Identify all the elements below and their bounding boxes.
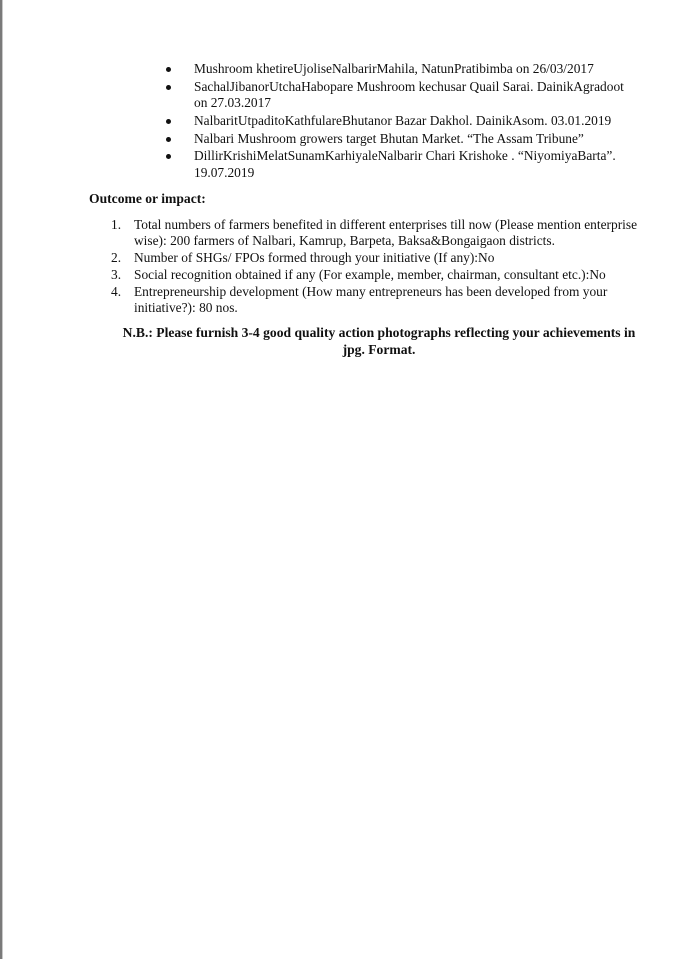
bullet-icon: [166, 67, 171, 72]
news-item-text: Nalbari Mushroom growers target Bhutan Market. “The Assam Tribune”: [194, 130, 584, 146]
page-left-edge-shadow: [2, 0, 3, 959]
outcome-item-text: Entrepreneurship development (How many entrepreneurs has been developed from your initiative?): 80 nos.: [134, 284, 608, 316]
news-item-text: SachalJibanorUtchaHabopare Mushroom kechusar Quail Sarai. DainikAgradoot on 27.03.2017: [194, 78, 624, 110]
item-number: 4.: [111, 284, 122, 300]
item-number: 2.: [111, 250, 122, 266]
bullet-icon: [166, 137, 171, 142]
list-item: [160, 61, 640, 77]
bullet-icon: [166, 119, 171, 124]
outcome-item: [108, 250, 648, 266]
item-number: 1.: [111, 217, 122, 232]
outcome-item-text: Social recognition obtained if any (For example, member, chairman, consultant etc.):No: [134, 267, 606, 283]
outcome-item: [108, 217, 648, 249]
outcome-item: [108, 267, 648, 283]
list-item: [160, 148, 640, 180]
news-item-text: NalbaritUtpaditoKathfulareBhutanor Bazar Dakhol. DainikAsom. 03.01.2019: [194, 112, 612, 128]
list-item: [160, 113, 640, 129]
bullet-icon: [166, 85, 171, 90]
outcome-heading: Outcome or impact:: [89, 191, 206, 206]
photo-note: N.B.: Please furnish 3-4 good quality action photographs reflecting your achievements in jpg. Format.: [122, 325, 636, 357]
outcome-list: [108, 217, 648, 317]
news-item-text: Mushroom khetireUjoliseNalbarirMahila, NatunPratibimba on 26/03/2017: [194, 61, 594, 76]
outcome-item-text: Number of SHGs/ FPOs formed through your initiative (If any):No: [134, 250, 495, 266]
news-coverage-list: [160, 61, 640, 182]
outcome-item: [108, 284, 648, 316]
item-number: 3.: [111, 267, 122, 283]
bullet-icon: [166, 154, 171, 159]
list-item: [160, 79, 640, 111]
news-item-text: DillirKrishiMelatSunamKarhiyaleNalbarir Chari Krishoke . “NiyomiyaBarta”. 19.07.2019: [194, 148, 616, 180]
outcome-item-text: Total numbers of farmers benefited in different enterprises till now (Please mention enterprise wise): 200 farmers of Nalbari, Kamrup, Barpeta, Baksa&Bongaigaon districts.: [134, 217, 638, 249]
list-item: [160, 131, 640, 147]
